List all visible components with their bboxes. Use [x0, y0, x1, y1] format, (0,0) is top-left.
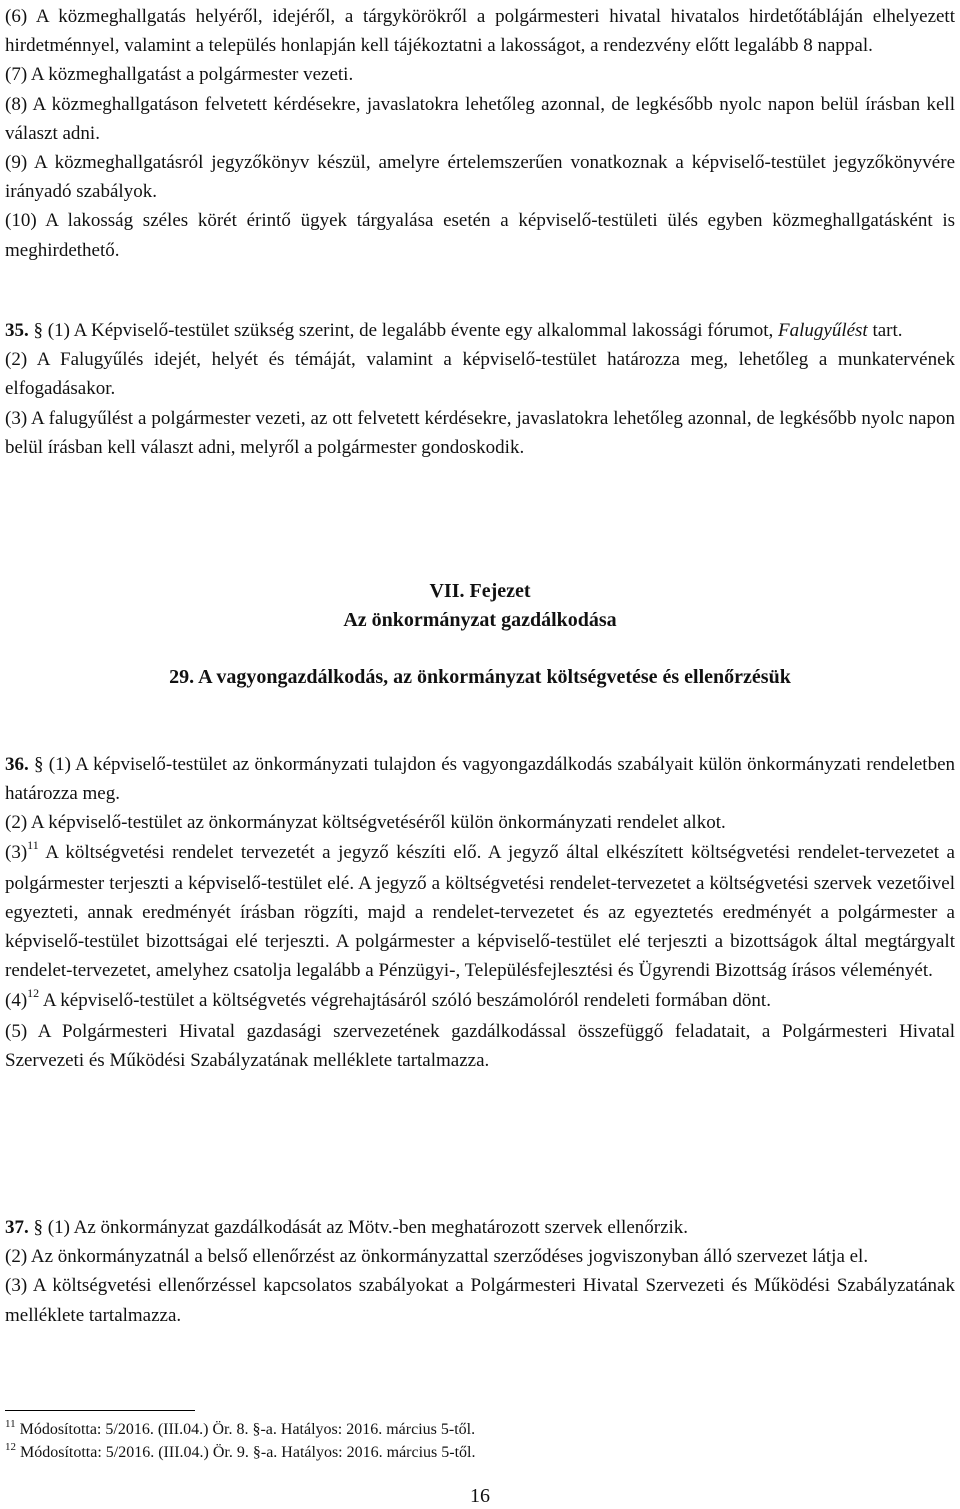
footnote-12: $^{12}$ Módosította: 5/2016. (III.04.) Ör. 9. §-a. Hatályos: 2016. március 5-től. [5, 1441, 476, 1461]
paragraph-35-2: (2) A Falugyűlés idejét, helyét és témáját, valamint a képviselő-testület határozza meg, lehetőleg a munkatervének elfogadásakor. [5, 349, 955, 400]
footnote-separator [5, 1410, 195, 1411]
page-number: 16 [470, 1485, 490, 1507]
chapter-subtitle: 29. A vagyongazdálkodás, az önkormányzat költségvetése és ellenőrzésük [169, 666, 791, 688]
paragraph-34-8: (8) A közmeghallgatáson felvetett kérdésekre, javaslatokra lehetőleg azonnal, de legkésőbb nyolc napon belül írásban kell választ adni. [5, 93, 955, 144]
paragraph-35-3: (3) A falugyűlést a polgármester vezeti, az ott felvetett kérdésekre, javaslatokra lehetőleg azonnal, de legkésőbb nyolc napon belül írásban kell választ adni, melyről a polgármester gondoskodik. [5, 407, 955, 458]
paragraph-37-1: 37. § (1) Az önkormányzat gazdálkodását az Mötv.-ben meghatározott szervek ellenőrzik. [5, 1217, 689, 1238]
paragraph-37-3: (3) A költségvetési ellenőrzéssel kapcsolatos szabályokat a Polgármesteri Hivatal Szervezeti és Működési Szabályzatának melléklete tartalmazza. [5, 1275, 955, 1326]
section-mark: § [33, 320, 43, 341]
section-35 [5, 316, 955, 462]
paragraph-36-2: (2) A képviselő-testület az önkormányzat költségvetéséről külön önkormányzati rendelet alkot. [5, 812, 726, 834]
chapter-number: VII. Fejezet [429, 580, 531, 602]
section-37 [5, 1213, 955, 1330]
footnote-ref-11[interactable]: 11 [27, 837, 39, 852]
paragraph-36-3: $(3)^{11}$ A költségvetési rendelet tervezetét a jegyző készíti elő. A jegyző által elkészített költségvetési rendelet-tervezetet a polgármester terjeszti a képviselő-testület elé. A jegyző a költségvetési rendelet-tervezetet a költségvetési szervek vezetőivel egyezteti, annak eredményét írásban rögzíti, majd a rendelet-tervezetet és az egyeztetés eredményét a polgármester a képviselő-testület bizottságai elé terjeszti. A polgármester a képviselő-testület elé terjeszti a bizottságok által megtárgyalt rendelet-tervezetet, amelyhez csatolja legalább a Pénzügyi-, Településfejlesztési és Ügyrendi Bizottság írásos véleményét. [5, 837, 955, 982]
paragraph-36-1: 36. § (1) A képviselő-testület az önkormányzati tulajdon és vagyongazdálkodás szabályait külön önkormányzati rendeletben határozza meg. [5, 754, 956, 805]
paragraph-36-5: (5) A Polgármesteri Hivatal gazdasági szervezetének gazdálkodással összefüggő feladatait, a Polgármesteri Hivatal Szervezeti és Működési Szabályzatának melléklete tartalmazza. [5, 1020, 955, 1072]
section-mark: § [34, 754, 44, 775]
section-34-continued [5, 2, 955, 265]
chapter-title: Az önkormányzat gazdálkodása [343, 609, 617, 631]
section-number: 36. [5, 754, 29, 775]
section-mark: § [33, 1217, 43, 1238]
paragraph-34-7: (7) A közmeghallgatást a polgármester vezeti. [5, 64, 354, 86]
footnote-ref-12[interactable]: 12 [27, 985, 40, 1000]
paragraph-34-6: (6) A közmeghallgatás helyéről, idejéről, a tárgykörökről a polgármesteri hivatal hivatalos hirdetőtábláján elhelyezett hirdetménnyel, valamint a település honlapján kell tájékoztatni a lakosságot, a rendezvény előtt legalább 8 nappal. [5, 6, 955, 57]
paragraph-37-2: (2) Az önkormányzatnál a belső ellenőrzést az önkormányzattal szerződéses jogviszonyban álló szervezet látja el. [5, 1246, 869, 1268]
falugyules-term: Falugyűlést [778, 320, 868, 341]
paragraph-35-1: 35. § (1) A Képviselő-testület szükség szerint, de legalább évente egy alkalommal lakossági fórumot, Falugyűlést tart. [5, 320, 903, 341]
paragraph-36-4: $(4)^{12}$ A képviselő-testület a költségvetés végrehajtásáról szóló beszámolóról rendeleti formában dönt. [5, 985, 771, 1011]
section-36 [5, 750, 955, 1075]
paragraph-34-10: (10) A lakosság széles körét érintő ügyek tárgyalása esetén a képviselő-testületi ülés egyben közmeghallgatásként is meghirdethető. [5, 210, 955, 261]
section-number: 37. [5, 1217, 29, 1238]
section-number: 35. [5, 320, 29, 341]
paragraph-34-9: (9) A közmeghallgatásról jegyzőkönyv készül, amelyre értelemszerűen vonatkoznak a képviselő-testület jegyzőkönyvére irányadó szabályok. [5, 152, 955, 203]
footnote-11: $^{11}$ Módosította: 5/2016. (III.04.) Ör. 8. §-a. Hatályos: 2016. március 5-től. [5, 1418, 476, 1438]
